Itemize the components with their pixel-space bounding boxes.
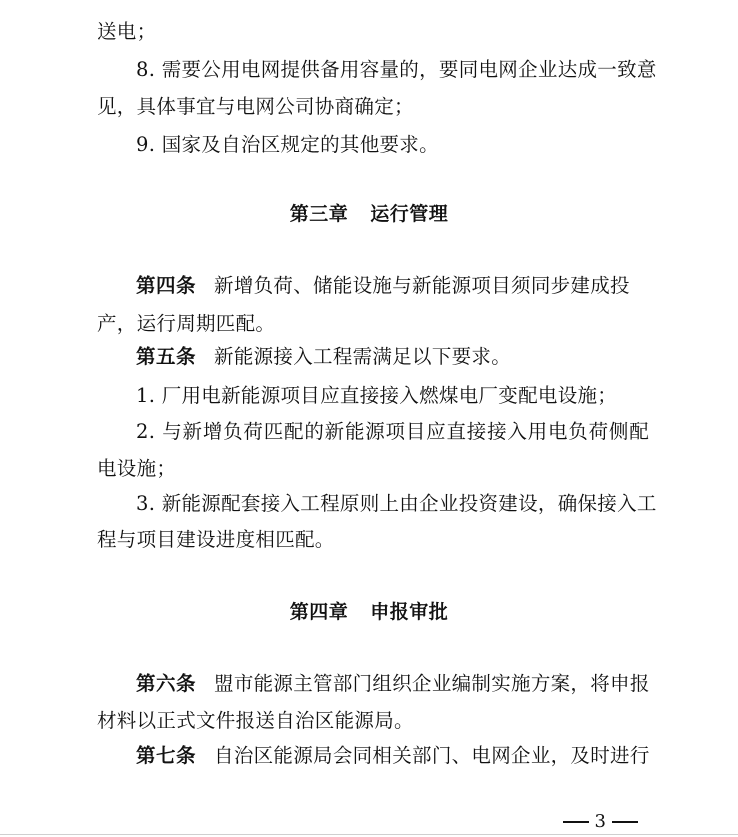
article-4-label: 第四条 xyxy=(136,274,197,297)
article-5-text-1: 新能源接入工程需满足以下要求。 xyxy=(214,345,512,368)
continuation-line: 送电； xyxy=(97,20,157,43)
article-4-line-1 xyxy=(136,272,649,300)
page-number xyxy=(557,810,644,834)
article-6-label: 第六条 xyxy=(136,672,197,695)
a5-item-1: 1. 厂用电新能源项目应直接接入燃煤电厂变配电设施； xyxy=(136,384,618,407)
a5-item-2-line-2: 电设施； xyxy=(97,457,177,480)
article-7-label: 第七条 xyxy=(136,744,197,767)
a5-item-3-line-1: 3. 新能源配套接入工程原则上由企业投资建设，确保接入工 xyxy=(136,492,657,515)
chapter-4-number: 第四章 xyxy=(289,601,349,623)
chapter-3-title: 运行管理 xyxy=(370,203,449,225)
a5-item-2-line-1: 2. 与新增负荷匹配的新能源项目应直接接入用电负荷侧配 xyxy=(136,420,649,443)
chapter-4-heading xyxy=(0,598,738,626)
item-8-line-1: 8. 需要公用电网提供备用容量的，要同电网企业达成一致意 xyxy=(136,58,657,81)
article-4-line-2: 产，运行周期匹配。 xyxy=(97,312,276,335)
article-6-text-1: 盟市能源主管部门组织企业编制实施方案，将申报 xyxy=(214,672,650,695)
page-number-dash-right xyxy=(612,821,638,823)
page-number-value: 3 xyxy=(594,811,606,832)
article-6-line-1 xyxy=(136,670,649,698)
chapter-4-title: 申报审批 xyxy=(370,601,449,623)
page-number-dash-left xyxy=(563,821,589,823)
article-5-line-1 xyxy=(136,343,649,371)
article-4-text-1: 新增负荷、储能设施与新能源项目须同步建成投 xyxy=(214,274,630,297)
a5-item-3-line-2: 程与项目建设进度相匹配。 xyxy=(97,528,335,551)
article-7-text-1: 自治区能源局会同相关部门、电网企业，及时进行 xyxy=(214,744,650,767)
item-8-line-2: 见，具体事宜与电网公司协商确定； xyxy=(97,95,414,118)
page-bottom-rule xyxy=(0,834,738,835)
article-7-line-1 xyxy=(136,742,649,770)
chapter-3-number: 第三章 xyxy=(289,203,349,225)
article-6-line-2: 材料以正式文件报送自治区能源局。 xyxy=(97,709,414,732)
chapter-3-heading xyxy=(0,200,738,228)
article-5-label: 第五条 xyxy=(136,345,197,368)
item-9: 9. 国家及自治区规定的其他要求。 xyxy=(136,133,439,156)
